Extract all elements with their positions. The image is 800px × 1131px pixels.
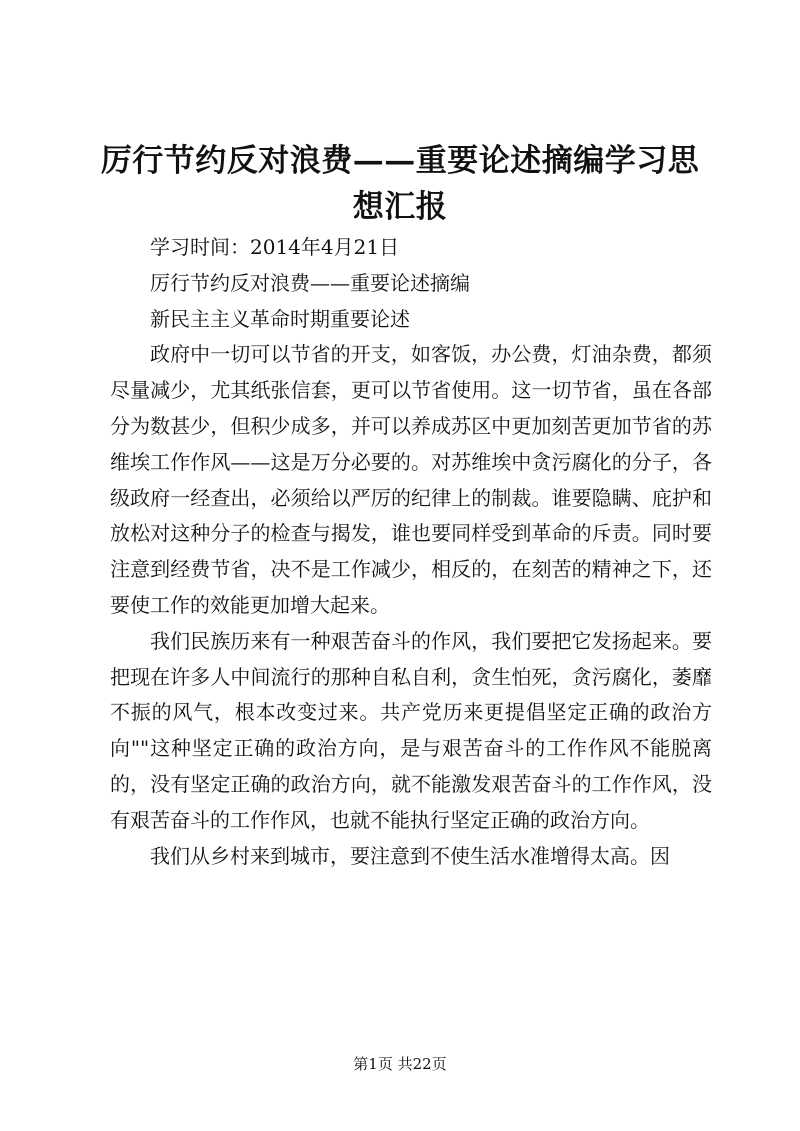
body-paragraph: 政府中一切可以节省的开支，如客饭，办公费，灯油杂费，都须尽量减少，尤其纸张信套，更可以节省使用。这一切节省，虽在各部分为数甚少，但积少成多，并可以养成苏区中更加刻苦更加节省的苏维埃工作作风——这是万分必要的。对苏维埃中贪污腐化的分子，各级政府一经查出，必须给以严厉的纪律上的制裁。谁要隐瞒、庇护和放松对这种分子的检查与揭发，谁也要同样受到革命的斥责。同时要注意到经费节省，决不是工作减少，相反的，在刻苦的精神之下，还要使工作的效能更加增大起来。 <box>110 342 712 617</box>
body-paragraph: 我们民族历来有一种艰苦奋斗的作风，我们要把它发扬起来。要把现在许多人中间流行的那种自私自利，贪生怕死，贪污腐化，萎靡不振的风气，根本改变过来。共产党历来更提倡坚定正确的政治方向""这种坚定正确的政治方向，是与艰苦奋斗的工作作风不能脱离的，没有坚定正确的政治方向，就不能激发艰苦奋斗的工作作风，没有艰苦奋斗的工作作风，也就不能执行坚定正确的政治方向。 <box>110 628 712 832</box>
subtitle-line: 厉行节约反对浪费——重要论述摘编 <box>150 270 470 295</box>
study-date-line: 学习时间：2014年4月21日 <box>150 235 400 259</box>
section-heading: 新民主主义革命时期重要论述 <box>150 306 410 331</box>
document-body <box>110 230 712 874</box>
page-number-footer: 第1页 共22页 <box>353 1055 447 1073</box>
body-paragraph: 我们从乡村来到城市，要注意到不使生活水准增得太高。因 <box>150 843 670 868</box>
document-title: 厉行节约反对浪费——重要论述摘编学习思想汇报 <box>100 143 700 225</box>
